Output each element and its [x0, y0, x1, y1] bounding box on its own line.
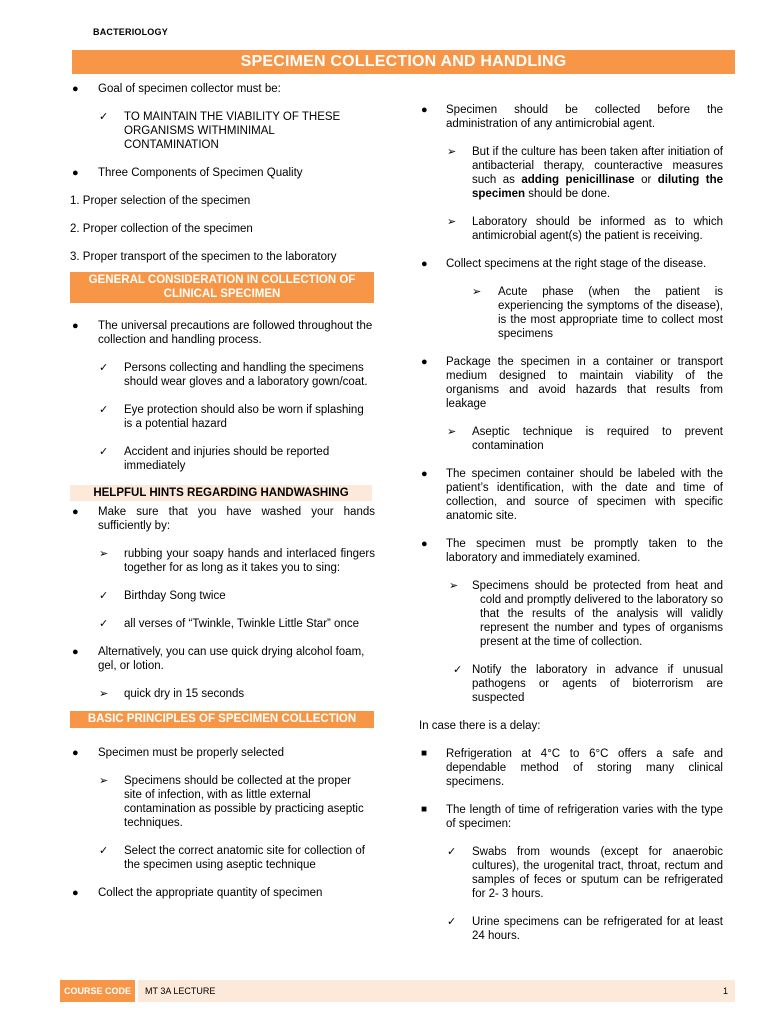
- list-item: ✓ Swabs from wounds (except for anaerobic cultures), the urogenital tract, throat, rectum and samples of feces or sputum can be refrigerated for 2- 3 hours.: [447, 846, 723, 900]
- list-item: ➢ Specimens should be collected at the proper site of infection, with as little external contamination as possible by practicing aseptic techniques.: [99, 775, 364, 829]
- square-icon: ■: [421, 748, 428, 759]
- list-item: ✓ Eye protection should also be worn if splashing is a potential hazard: [99, 404, 364, 430]
- list-item: ■ The length of time of refrigeration varies with the type of specimen:: [421, 804, 723, 830]
- list-item: ➢ Specimens should be protected from heat and cold and promptly delivered to the laboratory so that the results of the analysis will validly represent the number and types of organisms present at the time of collection.: [449, 580, 723, 648]
- list-item: ➢ But if the culture has been taken after initiation of antibacterial therapy, counteractive measures such as adding penicillinase or diluting the specimen should be done.: [447, 146, 724, 200]
- bullet-icon: ●: [72, 506, 79, 518]
- check-icon: ✓: [99, 404, 109, 416]
- arrow-icon: ➢: [447, 216, 457, 228]
- list-item: ✓ all verses of “Twinkle, Twinkle Little Star” once: [99, 618, 359, 630]
- bullet-icon: ●: [72, 887, 79, 899]
- bullet-icon: ●: [421, 258, 428, 270]
- section-heading: GENERAL CONSIDERATION IN COLLECTION OF CLINICAL SPECIMEN: [70, 272, 374, 303]
- check-icon: ✓: [99, 618, 109, 630]
- list-item: ● Collect the appropriate quantity of specimen: [72, 887, 323, 899]
- list-item: ✓ Select the correct anatomic site for collection of the specimen using aseptic technique: [99, 845, 365, 871]
- bullet-icon: ●: [72, 83, 79, 95]
- list-item: ● Make sure that you have washed your hands sufficiently by:: [72, 506, 375, 532]
- list-item: ● Alternatively, you can use quick drying alcohol foam, gel, or lotion.: [72, 646, 365, 672]
- list-item: ✓ Persons collecting and handling the specimens should wear gloves and a laboratory gown/coat.: [99, 362, 368, 388]
- list-item: ✓ Urine specimens can be refrigerated for at least 24 hours.: [447, 916, 723, 942]
- numbered-item: 1. Proper selection of the specimen: [70, 195, 251, 207]
- list-item: ● Collect specimens at the right stage of the disease.: [421, 258, 707, 270]
- list-item: ● The universal precautions are followed throughout the collection and handling process.: [72, 320, 373, 346]
- list-item: ✓ TO MAINTAIN THE VIABILITY OF THESE ORGANISMS WITHMINIMAL CONTAMINATION: [99, 111, 341, 151]
- list-item: ● Package the specimen in a container or transport medium designed to maintain viability of the organisms and avoid hazards that results from leakage: [421, 356, 723, 410]
- check-icon: ✓: [447, 916, 457, 928]
- list-item: ● Specimen should be collected before the administration of any antimicrobial agent.: [421, 104, 723, 130]
- list-item: ● Three Components of Specimen Quality: [72, 167, 303, 179]
- list-item: ✓ Birthday Song twice: [99, 590, 226, 602]
- arrow-icon: ➢: [447, 146, 457, 158]
- list-item: ● Goal of specimen collector must be:: [72, 83, 281, 95]
- check-icon: ✓: [99, 362, 109, 374]
- list-item: ✓ Notify the laboratory in advance if unusual pathogens or agents of bioterrorism are suspected: [453, 664, 723, 704]
- list-item: ➢ Aseptic technique is required to prevent contamination: [447, 426, 723, 452]
- list-item: ✓ Accident and injuries should be reported immediately: [99, 446, 330, 472]
- check-icon: ✓: [99, 845, 109, 857]
- list-item: ● The specimen must be promptly taken to the laboratory and immediately examined.: [421, 538, 723, 564]
- arrow-icon: ➢: [472, 286, 482, 298]
- bullet-icon: ●: [72, 320, 79, 332]
- bullet-icon: ●: [72, 167, 79, 179]
- bullet-icon: ●: [72, 747, 79, 759]
- page-title: SPECIMEN COLLECTION AND HANDLING: [72, 50, 735, 74]
- list-item: ➢ quick dry in 15 seconds: [99, 688, 245, 700]
- course-code-label: COURSE CODE: [60, 980, 135, 1002]
- check-icon: ✓: [99, 590, 109, 602]
- section-heading: BASIC PRINCIPLES OF SPECIMEN COLLECTION: [70, 711, 374, 728]
- arrow-icon: ➢: [99, 688, 109, 700]
- check-icon: ✓: [99, 446, 109, 458]
- list-item: ➢ Acute phase (when the patient is experiencing the symptoms of the disease), is the most appropriate time to collect most specimens: [472, 286, 723, 340]
- arrow-icon: ➢: [447, 426, 457, 438]
- arrow-icon: ➢: [99, 775, 109, 787]
- right-column: [419, 103, 723, 943]
- check-icon: ✓: [447, 846, 457, 858]
- check-icon: ✓: [453, 664, 463, 676]
- bullet-icon: ●: [421, 104, 428, 116]
- section-heading: HELPFUL HINTS REGARDING HANDWASHING: [70, 485, 372, 501]
- arrow-icon: ➢: [449, 580, 459, 592]
- footer-bar: [138, 980, 735, 1002]
- list-item: ➢ Laboratory should be informed as to which antimicrobial agent(s) the patient is receiving.: [447, 216, 723, 242]
- bullet-icon: ●: [421, 468, 428, 480]
- lecture-label: MT 3A LECTURE: [145, 986, 216, 996]
- bullet-icon: ●: [72, 646, 79, 658]
- check-icon: ✓: [99, 111, 109, 123]
- bullet-icon: ●: [421, 538, 428, 550]
- page-number: 1: [722, 986, 728, 996]
- arrow-icon: ➢: [99, 548, 109, 560]
- list-item: ● The specimen container should be labeled with the patient’s identification, with the date and time of collection, and source of specimen with specific anatomic site.: [421, 468, 723, 522]
- list-item: ● Specimen must be properly selected: [72, 747, 285, 759]
- course-tag: BACTERIOLOGY: [93, 27, 168, 37]
- left-column: [70, 82, 375, 900]
- bullet-icon: ●: [421, 356, 428, 368]
- numbered-item: 3. Proper transport of the specimen to the laboratory: [70, 251, 337, 263]
- delay-heading: In case there is a delay:: [419, 720, 541, 732]
- list-item: ➢ rubbing your soapy hands and interlaced fingers together for as long as it takes you to sing:: [99, 548, 375, 574]
- list-item: ■ Refrigeration at 4°C to 6°C offers a safe and dependable method of storing many clinical specimens.: [421, 748, 723, 788]
- numbered-item: 2. Proper collection of the specimen: [70, 223, 253, 235]
- square-icon: ■: [421, 804, 428, 815]
